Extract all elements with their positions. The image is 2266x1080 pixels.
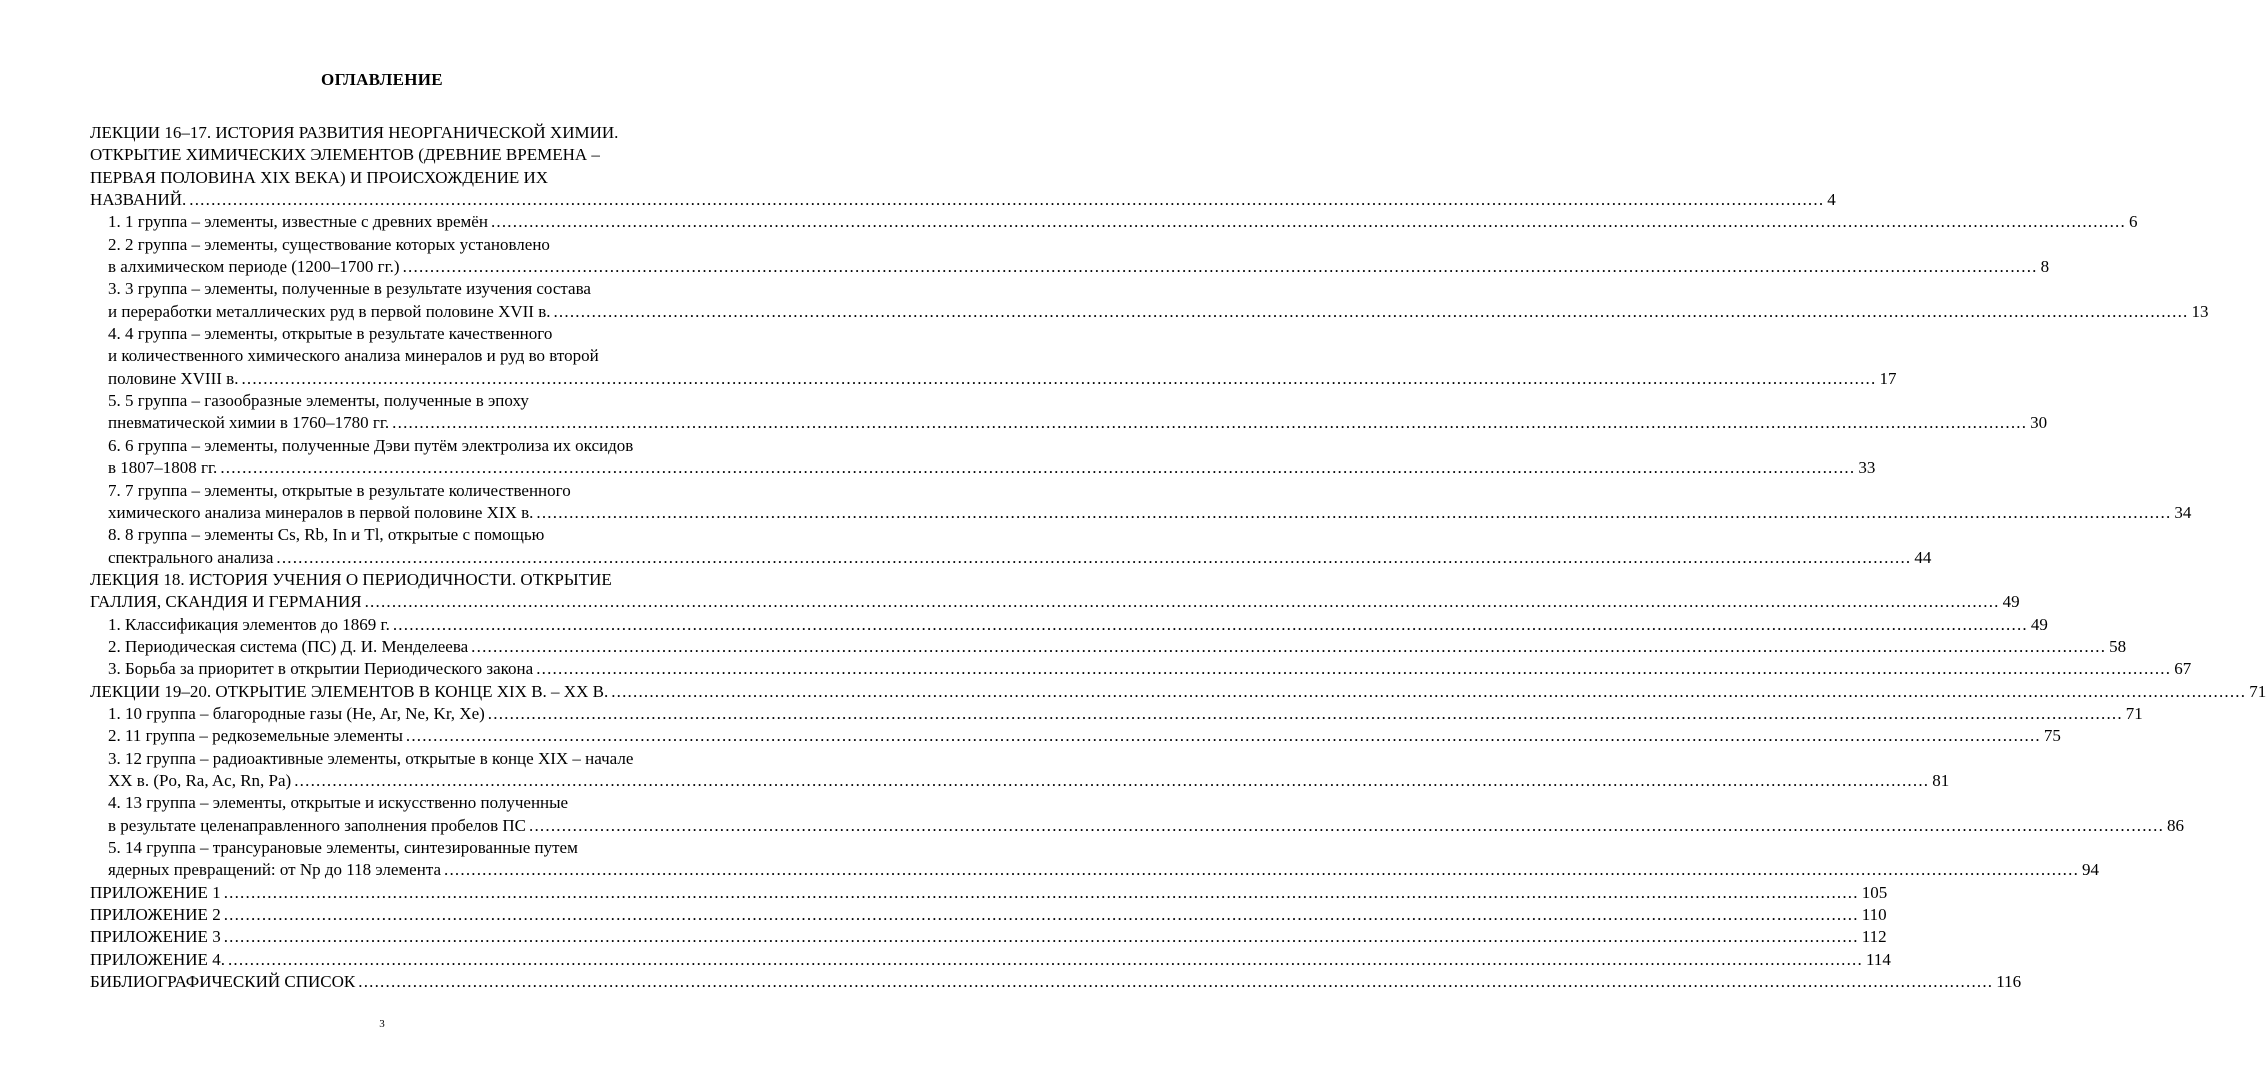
toc-entry-text: 1. 10 группа – благородные газы (He, Ar, Ne, Kr, Xe) bbox=[108, 703, 485, 723]
dot-leader: ............................................................................................................................................................................................................................................................................................................ bbox=[223, 927, 1859, 947]
toc-page-number: 30 bbox=[2030, 413, 2048, 433]
toc-entry-text: БИБЛИОГРАФИЧЕСКИЙ СПИСОК bbox=[90, 972, 356, 992]
toc-entry[interactable] bbox=[90, 569, 2020, 614]
toc-entry-text: 4. 13 группа – элементы, открытые и искусственно полученные bbox=[108, 793, 569, 813]
toc-entry-text: в алхимическом периоде (1200–1700 гг.) bbox=[108, 257, 400, 277]
toc-page-number: 86 bbox=[2167, 815, 2185, 835]
toc-entry-text: 1. Классификация элементов до 1869 г. bbox=[108, 614, 390, 634]
dot-leader: ............................................................................................................................................................................................................................................................................................................ bbox=[392, 413, 2028, 433]
toc-entry-text: 2. 11 группа – редкоземельные элементы bbox=[108, 726, 403, 746]
toc-page-number: 49 bbox=[2002, 592, 2020, 612]
dot-leader: ............................................................................................................................................................................................................................................................................................................ bbox=[536, 659, 2172, 679]
toc-page-number: 71 bbox=[2249, 681, 2266, 701]
toc-entry[interactable] bbox=[90, 658, 2192, 680]
toc-entry[interactable] bbox=[90, 390, 2048, 435]
toc-entry-text: ЛЕКЦИИ 16–17. ИСТОРИЯ РАЗВИТИЯ НЕОРГАНИЧЕСКОЙ ХИМИИ. bbox=[90, 123, 619, 142]
toc-entry[interactable] bbox=[90, 904, 1887, 926]
toc-page-number: 4 bbox=[1827, 190, 1836, 210]
toc-entry-text: 5. 5 группа – газообразные элементы, полученные в эпоху bbox=[108, 391, 529, 411]
toc-entry[interactable] bbox=[90, 725, 2061, 747]
toc-page-number: 81 bbox=[1932, 770, 1950, 790]
toc-page-number: 75 bbox=[2043, 726, 2061, 746]
toc-entry-text: XX в. (Po, Ra, Ac, Rn, Pa) bbox=[108, 770, 292, 790]
toc-page-number: 116 bbox=[1996, 972, 2022, 992]
toc-entry[interactable] bbox=[90, 234, 2050, 279]
toc-entry-text: ПРИЛОЖЕНИЕ 4. bbox=[90, 949, 225, 969]
page-title: ОГЛАВЛЕНИЕ bbox=[321, 70, 443, 89]
dot-leader: ............................................................................................................................................................................................................................................................................................................ bbox=[392, 614, 2028, 634]
toc-entry-text: и переработки металлических руд в первой половине XVII в. bbox=[108, 301, 551, 321]
toc-page-number: 71 bbox=[2125, 703, 2143, 723]
toc-entry-text: 2. Периодическая система (ПС) Д. И. Менделеева bbox=[108, 636, 469, 656]
toc-entry-text: 4. 4 группа – элементы, открытые в результате качественного bbox=[108, 324, 553, 344]
dot-leader: ............................................................................................................................................................................................................................................................................................................ bbox=[220, 458, 1856, 478]
toc-entry-text: 8. 8 группа – элементы Cs, Rb, In и Tl, открытые с помощью bbox=[108, 525, 545, 545]
toc-page-number: 17 bbox=[1879, 368, 1897, 388]
toc-entry[interactable] bbox=[90, 480, 2192, 525]
toc-entry[interactable] bbox=[90, 435, 1876, 480]
toc-entry[interactable] bbox=[90, 748, 1950, 793]
toc-entry-text: ядерных превращений: от Np до 118 элемента bbox=[108, 860, 442, 880]
dot-leader: ............................................................................................................................................................................................................................................................................................................ bbox=[490, 212, 2126, 232]
toc-entry[interactable] bbox=[90, 949, 1891, 971]
toc-entry[interactable] bbox=[90, 636, 2127, 658]
toc-page-number: 105 bbox=[1861, 882, 1888, 902]
dot-leader: ............................................................................................................................................................................................................................................................................................................ bbox=[189, 190, 1825, 210]
toc-entry-text: спектрального анализа bbox=[108, 547, 274, 567]
dot-leader: ............................................................................................................................................................................................................................................................................................................ bbox=[487, 703, 2123, 723]
toc-entry-text: 3. 3 группа – элементы, полученные в результате изучения состава bbox=[108, 279, 591, 299]
toc-page-number: 44 bbox=[1914, 547, 1932, 567]
toc-entry[interactable] bbox=[90, 524, 1932, 569]
toc-entry-text: ПРИЛОЖЕНИЕ 1 bbox=[90, 882, 221, 902]
dot-leader: ............................................................................................................................................................................................................................................................................................................ bbox=[223, 882, 1859, 902]
toc-page-number: 112 bbox=[1861, 927, 1887, 947]
table-of-contents bbox=[90, 122, 2266, 993]
toc-page-number: 49 bbox=[2030, 614, 2048, 634]
toc-entry-text: пневматической химии в 1760–1780 гг. bbox=[108, 413, 390, 433]
toc-entry-text: 7. 7 группа – элементы, открытые в результате количественного bbox=[108, 480, 571, 500]
dot-leader: ............................................................................................................................................................................................................................................................................................................ bbox=[402, 257, 2038, 277]
toc-entry-text: НАЗВАНИЙ. bbox=[90, 190, 187, 210]
dot-leader: ............................................................................................................................................................................................................................................................................................................ bbox=[405, 726, 2041, 746]
toc-entry-text: 6. 6 группа – элементы, полученные Дэви путём электролиза их оксидов bbox=[108, 435, 634, 455]
dot-leader: ............................................................................................................................................................................................................................................................................................................ bbox=[444, 860, 2080, 880]
toc-entry[interactable] bbox=[90, 681, 2266, 703]
toc-entry-text: ПЕРВАЯ ПОЛОВИНА XIX ВЕКА) И ПРОИСХОЖДЕНИЕ ИХ bbox=[90, 167, 549, 187]
toc-entry-text: ЛЕКЦИИ 19–20. ОТКРЫТИЕ ЭЛЕМЕНТОВ В КОНЦЕ XIX В. – XX В. bbox=[90, 681, 609, 701]
dot-leader: ............................................................................................................................................................................................................................................................................................................ bbox=[276, 547, 1912, 567]
dot-leader: ............................................................................................................................................................................................................................................................................................................ bbox=[294, 770, 1930, 790]
toc-entry-text: 5. 14 группа – трансурановые элементы, синтезированные путем bbox=[108, 838, 578, 857]
toc-entry[interactable] bbox=[90, 926, 1887, 948]
toc-page-number: 114 bbox=[1865, 949, 1891, 969]
toc-entry-text: и количественного химического анализа минералов и руд во второй bbox=[108, 346, 599, 366]
toc-entry[interactable] bbox=[90, 703, 2143, 725]
toc-entry[interactable] bbox=[90, 837, 2100, 882]
toc-entry-text: химического анализа минералов в первой половине XIX в. bbox=[108, 502, 534, 522]
toc-page-number: 34 bbox=[2174, 502, 2192, 522]
toc-entry[interactable] bbox=[90, 792, 2185, 837]
toc-entry-text: половине XVIII в. bbox=[108, 368, 239, 388]
toc-entry-text: в результате целенаправленного заполнения пробелов ПС bbox=[108, 815, 527, 835]
toc-entry[interactable] bbox=[90, 614, 2048, 636]
toc-entry-text: ПРИЛОЖЕНИЕ 3 bbox=[90, 927, 221, 947]
toc-page-number: 13 bbox=[2191, 301, 2209, 321]
toc-entry[interactable] bbox=[90, 971, 2022, 993]
toc-entry-text: 3. 12 группа – радиоактивные элементы, открытые в конце XIX – начале bbox=[108, 748, 634, 768]
toc-entry[interactable] bbox=[90, 211, 2138, 233]
dot-leader: ............................................................................................................................................................................................................................................................................................................ bbox=[358, 972, 1994, 992]
dot-leader: ............................................................................................................................................................................................................................................................................................................ bbox=[529, 815, 2165, 835]
toc-entry-text: 1. 1 группа – элементы, известные с древних времён bbox=[108, 212, 488, 232]
toc-entry-text: 3. Борьба за приоритет в открытии Периодического закона bbox=[108, 659, 534, 679]
toc-page-number: 110 bbox=[1861, 905, 1887, 925]
toc-entry-text: ЛЕКЦИЯ 18. ИСТОРИЯ УЧЕНИЯ О ПЕРИОДИЧНОСТИ. ОТКРЫТИЕ bbox=[90, 569, 612, 589]
toc-page-number: 6 bbox=[2128, 212, 2138, 232]
toc-page-number: 67 bbox=[2174, 659, 2192, 679]
page-number: 3 bbox=[379, 1018, 385, 1030]
dot-leader: ............................................................................................................................................................................................................................................................................................................ bbox=[241, 368, 1877, 388]
dot-leader: ............................................................................................................................................................................................................................................................................................................ bbox=[227, 949, 1863, 969]
dot-leader: ............................................................................................................................................................................................................................................................................................................ bbox=[611, 681, 2247, 701]
toc-page-number: 58 bbox=[2109, 636, 2127, 656]
toc-entry[interactable] bbox=[90, 122, 1836, 211]
toc-entry-text: в 1807–1808 гг. bbox=[108, 458, 218, 478]
toc-page-number: 33 bbox=[1858, 458, 1876, 478]
toc-page-number: 8 bbox=[2040, 257, 2050, 277]
toc-entry[interactable] bbox=[90, 278, 2209, 323]
dot-leader: ............................................................................................................................................................................................................................................................................................................ bbox=[364, 592, 2000, 612]
dot-leader: ............................................................................................................................................................................................................................................................................................................ bbox=[223, 905, 1859, 925]
toc-entry-text: ОТКРЫТИЕ ХИМИЧЕСКИХ ЭЛЕМЕНТОВ (ДРЕВНИЕ ВРЕМЕНА – bbox=[90, 145, 600, 165]
toc-page-number: 94 bbox=[2082, 860, 2100, 880]
toc-entry[interactable] bbox=[90, 323, 1897, 390]
toc-entry-text: ГАЛЛИЯ, СКАНДИЯ И ГЕРМАНИЯ bbox=[90, 592, 362, 612]
toc-entry[interactable] bbox=[90, 882, 1888, 904]
toc-entry-text: 2. 2 группа – элементы, существование которых установлено bbox=[108, 234, 550, 254]
toc-entry-text: ПРИЛОЖЕНИЕ 2 bbox=[90, 905, 221, 925]
dot-leader: ............................................................................................................................................................................................................................................................................................................ bbox=[536, 502, 2172, 522]
dot-leader: ............................................................................................................................................................................................................................................................................................................ bbox=[553, 301, 2189, 321]
dot-leader: ............................................................................................................................................................................................................................................................................................................ bbox=[471, 636, 2107, 656]
